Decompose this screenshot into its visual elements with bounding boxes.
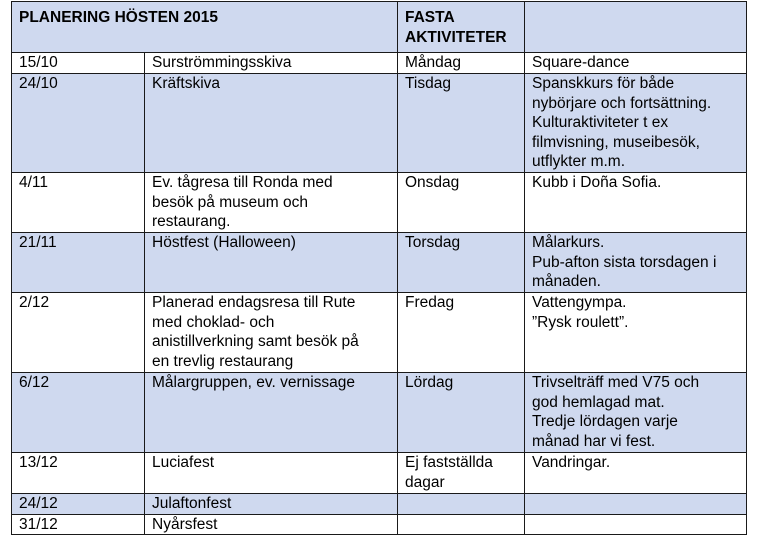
weekday-cell: Lördag: [398, 373, 525, 453]
date-cell: 24/12: [12, 494, 145, 515]
date-cell: 2/12: [12, 293, 145, 373]
weekday-cell: Torsdag: [398, 233, 525, 293]
weekday-cell: [398, 494, 525, 515]
event-cell: Kräftskiva: [145, 74, 398, 173]
event-cell: Julaftonfest: [145, 494, 398, 515]
date-cell: 31/12: [12, 514, 145, 535]
activity-cell: Kubb i Doña Sofia.: [525, 173, 747, 233]
date-cell: 24/10: [12, 74, 145, 173]
table-row: [12, 494, 747, 515]
weekday-cell: [398, 514, 525, 535]
table-row: [12, 53, 747, 74]
table-row: [12, 233, 747, 293]
activity-cell: Square-dance: [525, 53, 747, 74]
date-cell: 15/10: [12, 53, 145, 74]
header-empty-cell: [525, 2, 747, 53]
activity-cell: Vattengympa. ”Rysk roulett”.: [525, 293, 747, 373]
table-title: PLANERING HÖSTEN 2015: [12, 2, 398, 53]
date-cell: 4/11: [12, 173, 145, 233]
event-cell: Ev. tågresa till Ronda med besök på museum och restaurang.: [145, 173, 398, 233]
activity-cell: Trivselträff med V75 och god hemlagad mat. Tredje lördagen varje månad har vi fest.: [525, 373, 747, 453]
event-cell: Målargruppen, ev. vernissage: [145, 373, 398, 453]
weekday-cell: Måndag: [398, 53, 525, 74]
event-cell: Surströmmingsskiva: [145, 53, 398, 74]
weekday-cell: Fredag: [398, 293, 525, 373]
date-cell: 21/11: [12, 233, 145, 293]
table-row: [12, 373, 747, 453]
weekday-cell: Onsdag: [398, 173, 525, 233]
activity-cell: Spanskkurs för både nybörjare och fortsättning. Kulturaktiviteter t ex filmvisning, museibesök, utflykter m.m.: [525, 74, 747, 173]
table-row: [12, 293, 747, 373]
activity-cell: Målarkurs. Pub-afton sista torsdagen i månaden.: [525, 233, 747, 293]
activity-cell: [525, 494, 747, 515]
event-cell: Höstfest (Halloween): [145, 233, 398, 293]
event-cell: Luciafest: [145, 453, 398, 494]
fixed-activities-heading: FASTA AKTIVITETER: [398, 2, 525, 53]
table-row: [12, 453, 747, 494]
table-row: [12, 74, 747, 173]
date-cell: 6/12: [12, 373, 145, 453]
weekday-cell: Tisdag: [398, 74, 525, 173]
activity-cell: [525, 514, 747, 535]
weekday-cell: Ej fastställda dagar: [398, 453, 525, 494]
event-cell: Nyårsfest: [145, 514, 398, 535]
table-row: [12, 173, 747, 233]
date-cell: 13/12: [12, 453, 145, 494]
table-header-row: [12, 2, 747, 53]
table-row: [12, 514, 747, 535]
planning-table: [11, 1, 747, 535]
activity-cell: Vandringar.: [525, 453, 747, 494]
event-cell: Planerad endagsresa till Rute med choklad- och anistillverkning samt besök på en trevlig restaurang: [145, 293, 398, 373]
